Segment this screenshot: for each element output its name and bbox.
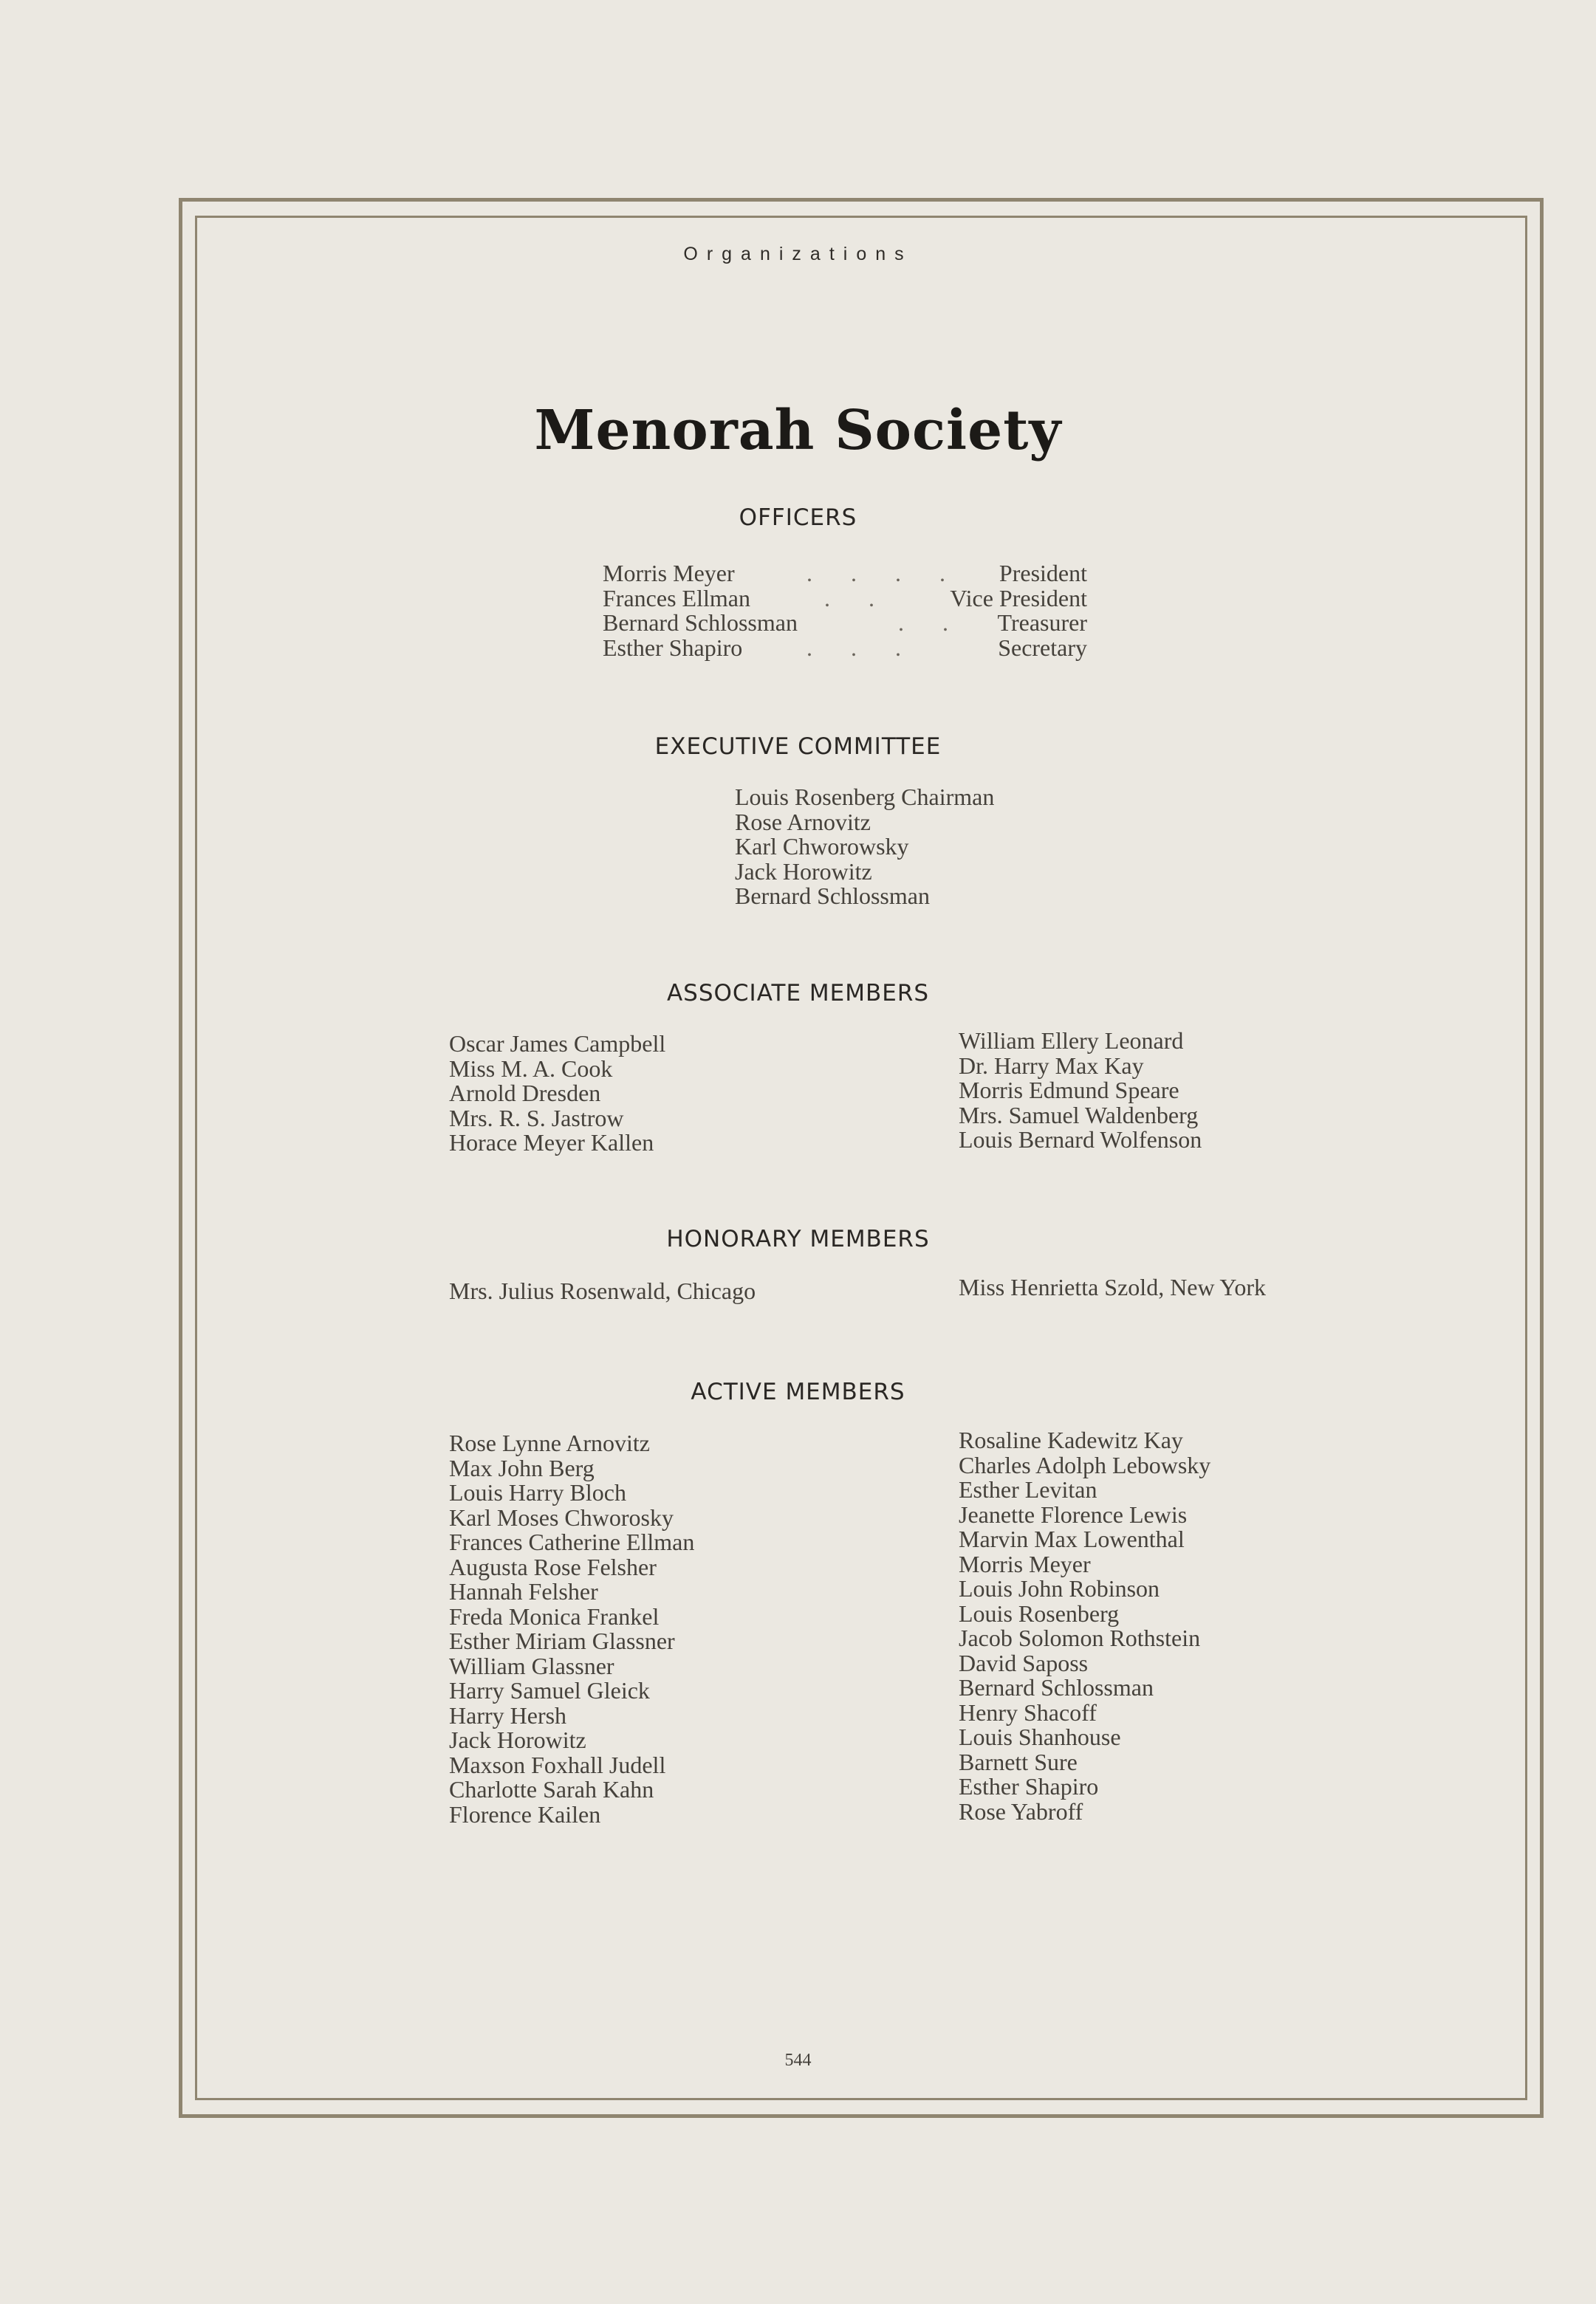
list-item: Freda Monica Frankel	[449, 1602, 660, 1630]
list-item: Morris Meyer	[959, 1550, 1091, 1577]
list-item: Bernard Schlossman	[735, 882, 930, 909]
list-item: Louis Harry Bloch	[449, 1479, 626, 1506]
associate-members-heading: ASSOCIATE MEMBERS	[666, 980, 930, 1007]
list-item: Rose Arnovitz	[735, 808, 871, 835]
list-item: William Ellery Leonard	[959, 1027, 1184, 1054]
list-item: Miss M. A. Cook	[449, 1055, 613, 1082]
officer-name: Esther Shapiro	[603, 634, 743, 661]
officer-row	[603, 636, 1087, 661]
list-item: Florence Kailen	[449, 1800, 601, 1828]
list-item: David Saposs	[959, 1649, 1089, 1676]
list-item: Louis Rosenberg Chairman	[735, 784, 995, 810]
list-item: Mrs. Julius Rosenwald, Chicago	[449, 1278, 756, 1304]
honorary-members-left	[449, 1279, 756, 1304]
officer-role: President	[999, 560, 1087, 586]
list-item: Rose Yabroff	[959, 1797, 1083, 1825]
associate-members-right	[959, 1029, 1202, 1153]
list-item: Jacob Solomon Rothstein	[959, 1625, 1201, 1651]
list-item: William Glassner	[449, 1652, 614, 1679]
leader-dots: . .	[898, 609, 965, 636]
officer-row	[603, 561, 1087, 586]
active-members-right	[959, 1428, 1210, 1824]
list-item: Horace Meyer Kallen	[449, 1129, 654, 1156]
list-item: Rose Lynne Arnovitz	[449, 1430, 650, 1456]
list-item: Esther Shapiro	[959, 1773, 1099, 1800]
officer-row	[603, 586, 1087, 611]
list-item: Frances Catherine Ellman	[449, 1529, 695, 1555]
list-item: Jack Horowitz	[735, 857, 872, 885]
page-number: 544	[784, 2051, 812, 2070]
section-label: Organizations	[683, 244, 913, 264]
list-item: Dr. Harry Max Kay	[959, 1052, 1144, 1079]
list-item: Augusta Rose Felsher	[449, 1553, 657, 1580]
list-item: Mrs. Samuel Waldenberg	[959, 1101, 1199, 1128]
list-item: Louis Rosenberg	[959, 1600, 1120, 1627]
list-item: Harry Hersh	[449, 1701, 567, 1729]
leader-dots: . . .	[806, 634, 917, 661]
list-item: Esther Levitan	[959, 1476, 1097, 1503]
active-members-left	[449, 1431, 694, 1827]
list-item: Karl Moses Chworosky	[449, 1504, 674, 1531]
list-item: Esther Miriam Glassner	[449, 1628, 675, 1654]
list-item: Marvin Max Lowenthal	[959, 1526, 1185, 1552]
list-item: Bernard Schlossman	[959, 1674, 1154, 1701]
list-item: Rosaline Kadewitz Kay	[959, 1427, 1183, 1453]
list-item: Karl Chworowsky	[735, 833, 909, 860]
officer-name: Frances Ellman	[603, 584, 750, 611]
list-item: Jeanette Florence Lewis	[959, 1501, 1188, 1528]
honorary-members-right	[959, 1275, 1266, 1300]
list-item: Henry Shacoff	[959, 1698, 1097, 1726]
list-item: Charlotte Sarah Kahn	[449, 1776, 654, 1803]
executive-committee-list	[735, 785, 994, 909]
officer-name: Morris Meyer	[603, 560, 735, 586]
list-item: Louis John Robinson	[959, 1575, 1160, 1602]
officer-name: Bernard Schlossman	[603, 609, 798, 636]
list-item: Max John Berg	[449, 1454, 595, 1481]
officer-role: Vice President	[950, 584, 1087, 611]
leader-dots: . .	[824, 584, 891, 611]
list-item: Hannah Felsher	[449, 1578, 598, 1605]
list-item: Louis Bernard Wolfenson	[959, 1126, 1202, 1153]
list-item: Oscar James Campbell	[449, 1030, 666, 1057]
officer-row	[603, 611, 1087, 636]
leader-dots: . . . .	[806, 560, 962, 586]
list-item: Barnett Sure	[959, 1748, 1078, 1775]
honorary-members-heading: HONORARY MEMBERS	[666, 1226, 930, 1252]
officers-heading: OFFICERS	[739, 504, 857, 531]
list-item: Louis Shanhouse	[959, 1724, 1121, 1750]
list-item: Charles Adolph Lebowsky	[959, 1451, 1211, 1478]
officer-role: Treasurer	[997, 609, 1087, 636]
executive-committee-heading: EXECUTIVE COMMITTEE	[654, 733, 942, 760]
list-item: Miss Henrietta Szold, New York	[959, 1274, 1266, 1300]
list-item: Morris Edmund Speare	[959, 1077, 1179, 1103]
active-members-heading: ACTIVE MEMBERS	[691, 1379, 905, 1405]
list-item: Arnold Dresden	[449, 1080, 601, 1106]
officers-list	[603, 561, 1087, 660]
list-item: Harry Samuel Gleick	[449, 1677, 650, 1704]
officer-role: Secretary	[998, 634, 1087, 661]
list-item: Mrs. R. S. Jastrow	[449, 1104, 624, 1131]
associate-members-left	[449, 1032, 665, 1156]
list-item: Maxson Foxhall Judell	[449, 1751, 666, 1778]
page-title: Menorah Society	[534, 399, 1062, 462]
page-border-inner	[195, 216, 1527, 2100]
list-item: Jack Horowitz	[449, 1727, 586, 1753]
